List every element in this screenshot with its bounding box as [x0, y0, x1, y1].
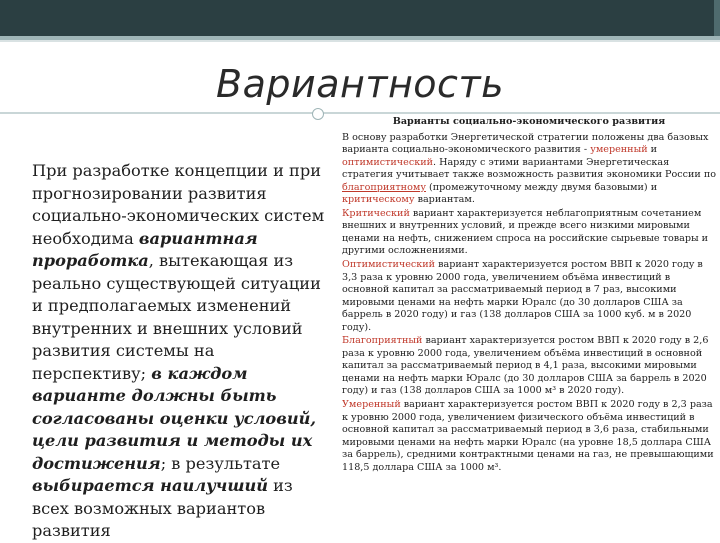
- p3-highlight: Оптимистический: [342, 259, 436, 271]
- left-bold-2: в каждом варианте должны быть согласованы оценки условий, цели развития и методы их достижения: [32, 363, 317, 473]
- p1-highlight-critical: критическому: [342, 194, 415, 206]
- left-text-block: [32, 160, 332, 543]
- slide-title: Вариантность: [216, 62, 504, 106]
- header-accent-line-light: [0, 40, 720, 42]
- p1-highlight-optimistic: оптимистический: [342, 156, 433, 168]
- top-bar-end-accent: [714, 0, 720, 36]
- p1-highlight-favorable: благоприятному: [342, 181, 426, 193]
- p1-text-a: В основу разработки Энергетической стратегии положены два базовых варианта социально-экономического развития -: [342, 131, 709, 156]
- p1-text-c: . Наряду с этими вариантами Энергетическая стратегия учитывает также возможность развития экономики России по: [342, 156, 716, 181]
- left-text-2: , вытекающая из реально существующей ситуации и предполагаемых изменений внутренних и внешних условий развития системы на перспективу;: [32, 251, 321, 383]
- title-divider: [0, 112, 720, 114]
- title-divider-dot: [312, 108, 324, 120]
- p2-highlight: Критический: [342, 207, 410, 219]
- p4-text: вариант характеризуется ростом ВВП к 2020 году в 2,6 раза к уровню 2000 года, увеличением объёма инвестиций в основной капитал за рассматриваемый период в 4,1 раза, высокими мировыми ценами на нефть марки Юралс (до 30 долларов США за баррель в 2020 году) и газ (138 долларов США за 1000 м³ в 2020 году).: [342, 335, 709, 397]
- p5-highlight: Умеренный: [342, 399, 401, 411]
- right-heading: Варианты социально-экономического развития: [392, 116, 666, 127]
- paragraph-critical: [342, 208, 716, 258]
- p5-text: вариант характеризуется ростом ВВП к 2020 году в 2,3 раза к уровню 2000 года, увеличением физического объёма инвестиций в основной капитал за рассматриваемый период в 3,6 раза, стабильными мировыми ценами на нефть марки Юралс (на уровне 18,5 доллара США за баррель), средними контрактными ценами на газ, не превышающими 118,5 доллара США за 1000 м³.: [342, 399, 714, 473]
- top-bar: [0, 0, 720, 36]
- paragraph-intro: [342, 132, 716, 207]
- left-text-1: При разработке концепции и при прогнозировании развития социально-экономических систем необходима: [32, 161, 325, 248]
- right-text-block: [342, 116, 716, 475]
- p1-text-d: (промежуточному между двумя базовыми) и: [425, 181, 658, 193]
- p3-text: вариант характеризуется ростом ВВП к 2020 году в 3,3 раза к уровню 2000 года, увеличением объёма инвестиций в основной капитал за рассматриваемый период в 7 раз, высокими мировыми ценами на нефть марки Юралс (до 30 долларов США за баррель в 2020 году) и газ (138 долларов США за 1000 куб. м в 2020 году).: [342, 259, 703, 333]
- p1-text-e: вариантам.: [414, 194, 475, 206]
- p1-text-b: и: [647, 144, 658, 156]
- paragraph-favorable: [342, 335, 716, 398]
- p1-highlight-moderate: умеренный: [590, 144, 648, 156]
- left-text-4: из всех возможных вариантов развития: [32, 476, 293, 540]
- paragraph-optimistic: [342, 259, 716, 334]
- paragraph-moderate: [342, 399, 716, 474]
- left-text-3: ; в результате: [160, 453, 281, 473]
- p4-highlight: Благоприятный: [342, 335, 423, 347]
- left-bold-3: выбирается наилучший: [32, 476, 268, 495]
- p2-text: вариант характеризуется неблагоприятным сочетанием внешних и внутренних условий, и прежде всего низкими мировыми ценами на нефть, снижением спроса на российские сырьевые товары и другими осложнениями.: [342, 207, 709, 257]
- left-bold-1: вариантная проработка: [32, 228, 258, 270]
